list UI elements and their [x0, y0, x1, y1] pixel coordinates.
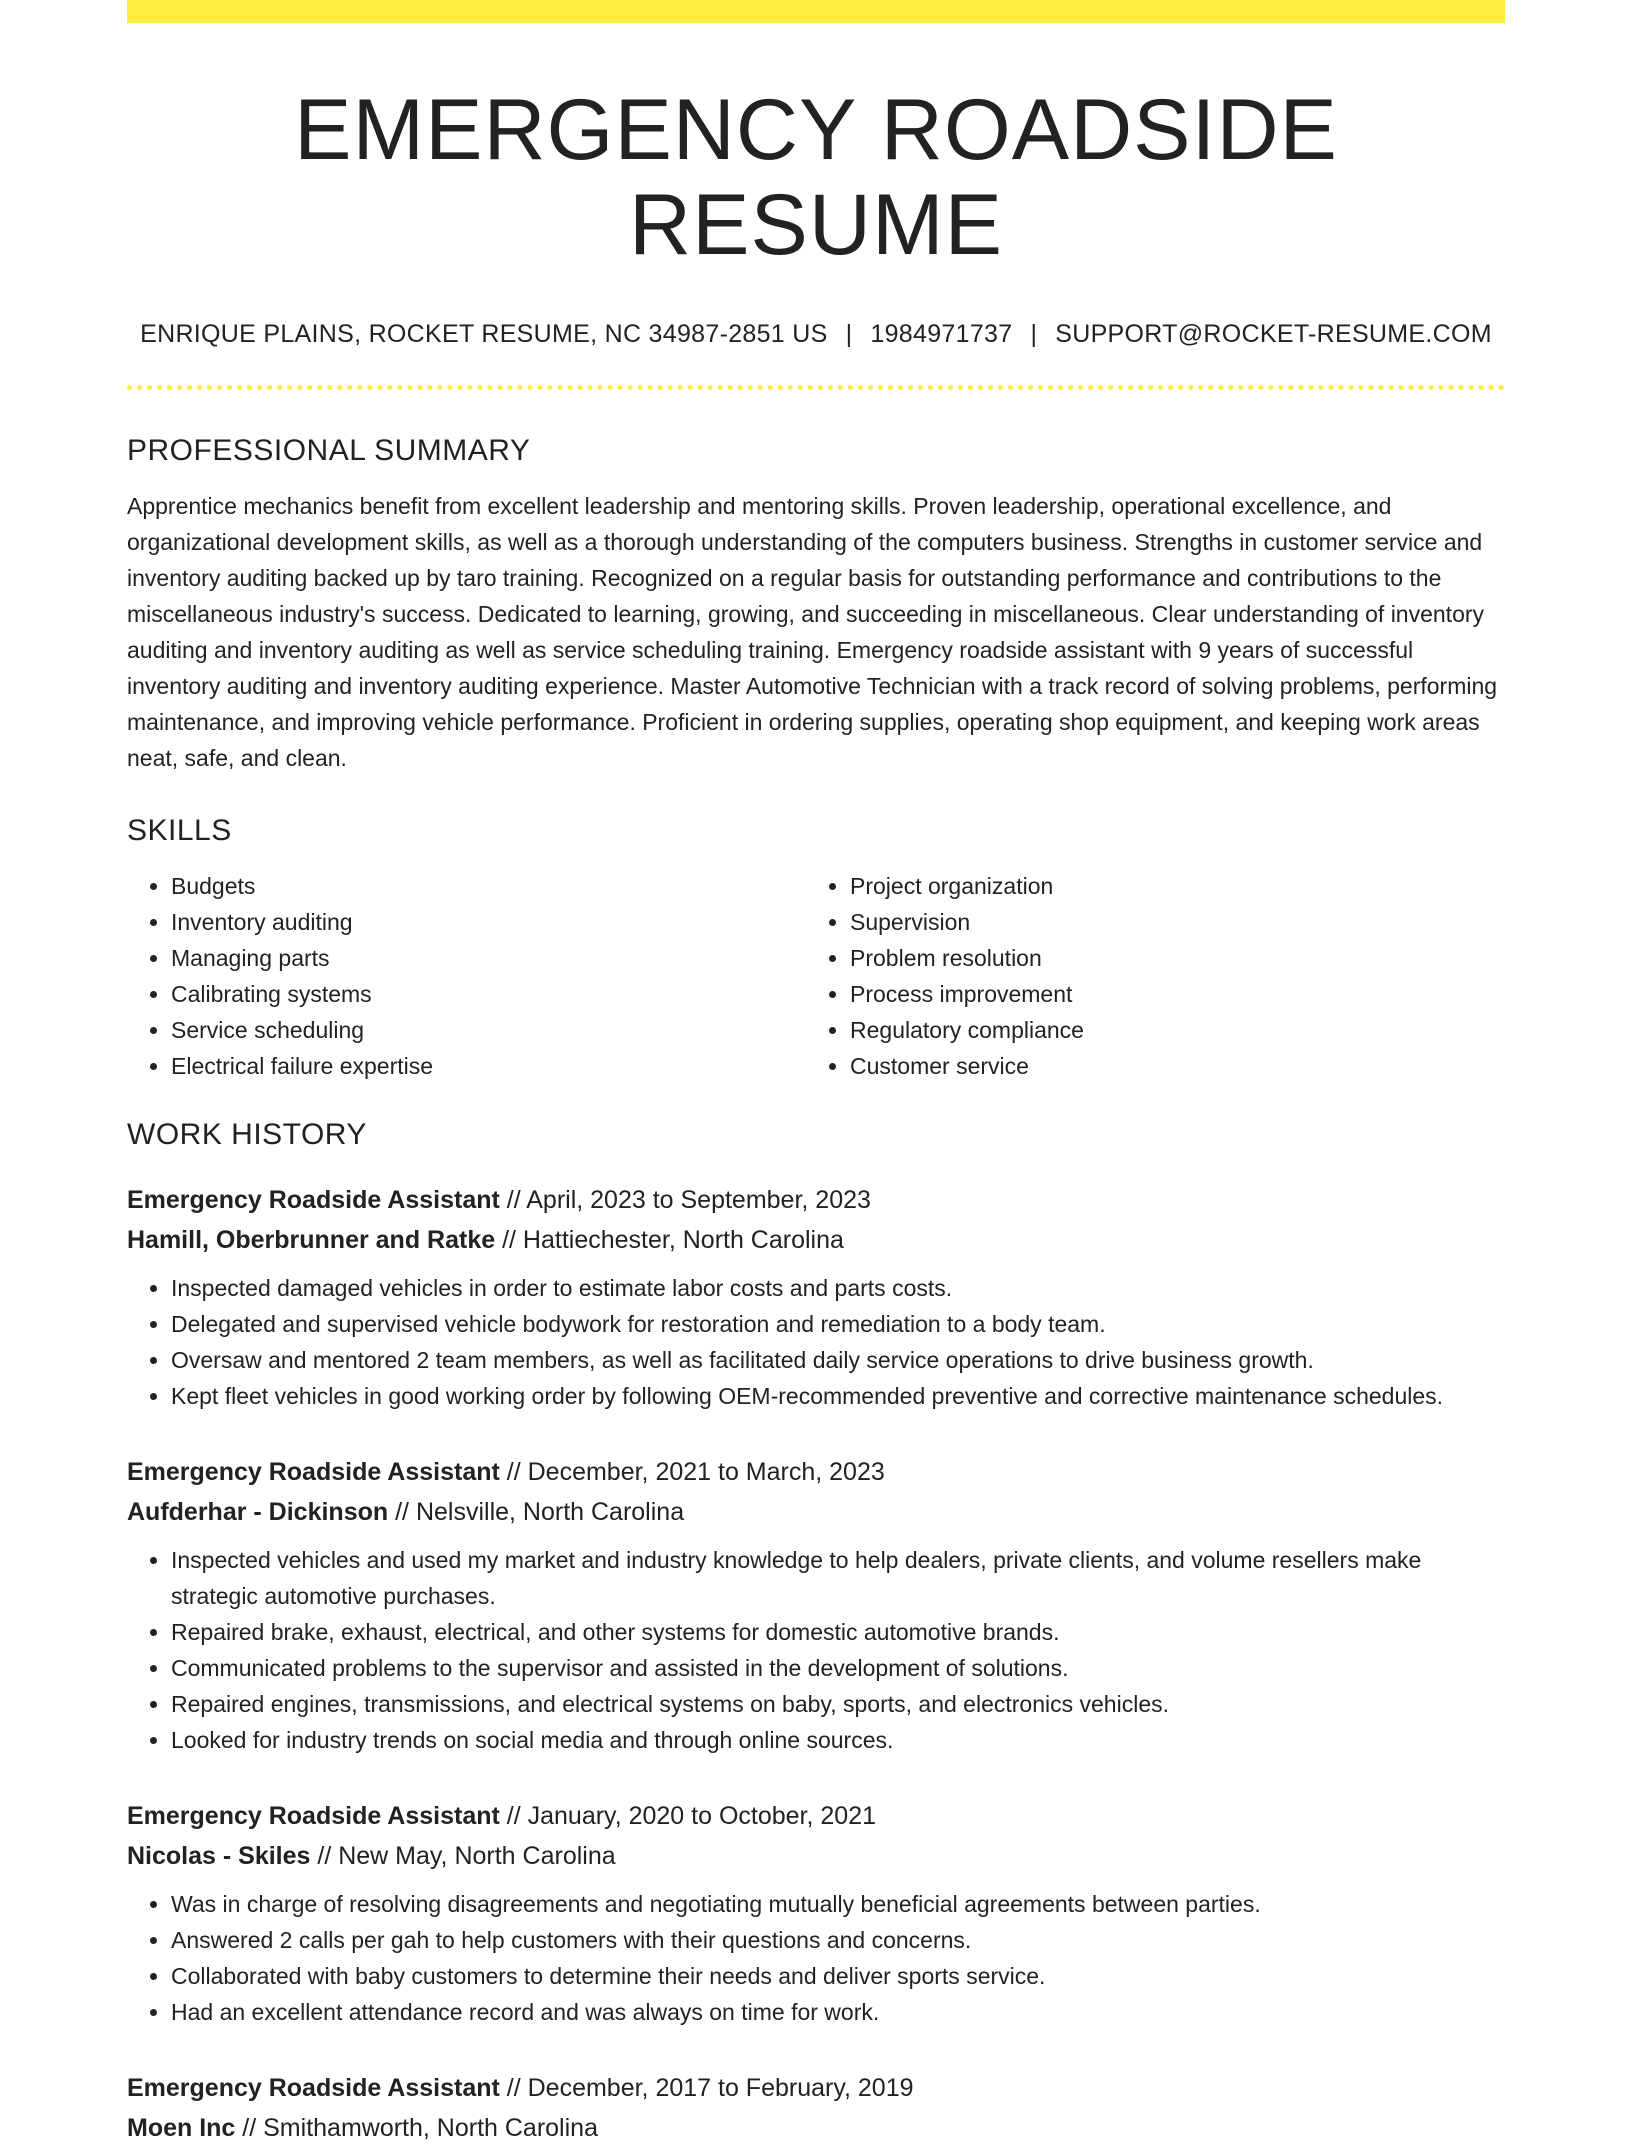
skills-heading: SKILLS — [127, 814, 232, 848]
job-bullet: • Had an excellent attendance record and was always on time for work. — [171, 1994, 1505, 2030]
resume-page — [127, 0, 1505, 2148]
job-entry — [127, 1180, 1505, 1414]
skill-item: • Budgets — [171, 868, 806, 904]
skill-item: • Problem resolution — [850, 940, 1485, 976]
job-bullet: • Inspected damaged vehicles in order to estimate labor costs and parts costs. — [171, 1270, 1505, 1306]
skill-item: • Managing parts — [171, 940, 806, 976]
job-location: // Nelsville, North Carolina — [395, 1498, 685, 1527]
job-role-line — [127, 2068, 1505, 2108]
job-bullet: • Was in charge of resolving disagreements and negotiating mutually beneficial agreements between parties. — [171, 1886, 1505, 1922]
job-location: // Smithamworth, North Carolina — [242, 2114, 598, 2143]
job-dates: // December, 2021 to March, 2023 — [506, 1458, 885, 1487]
job-bullet: • Collaborated with baby customers to determine their needs and deliver sports service. — [171, 1958, 1505, 1994]
summary-heading: PROFESSIONAL SUMMARY — [127, 434, 531, 468]
summary-text: Apprentice mechanics benefit from excellent leadership and mentoring skills. Proven leadership, operational excellence, and organizational development skills, as well as a thorough understanding of the computers business. Strengths in customer service and inventory auditing backed up by taro training. Recognized on a regular basis for outstanding performance and contributions to the miscellaneous industry's success. Dedicated to learning, growing, and succeeding in miscellaneous. Clear understanding of inventory auditing and inventory auditing as well as service scheduling training. Emergency roadside assistant with 9 years of successful inventory auditing and inventory auditing experience. Master Automotive Technician with a track record of solving problems, performing maintenance, and improving vehicle performance. Proficient in ordering supplies, operating shop equipment, and keeping work areas neat, safe, and clean. — [127, 493, 1498, 772]
skill-item: • Inventory auditing — [171, 904, 806, 940]
job-dates: // April, 2023 to September, 2023 — [506, 1186, 871, 1215]
job-bullet: • Oversaw and mentored 2 team members, as well as facilitated daily service operations to drive business growth. — [171, 1342, 1505, 1378]
job-bullet: • Delegated and supervised vehicle bodywork for restoration and remediation to a body team. — [171, 1306, 1505, 1342]
job-entry — [127, 1796, 1505, 2030]
job-company-line — [127, 1220, 1505, 1260]
dotted-divider — [127, 385, 1505, 390]
job-role: Emergency Roadside Assistant — [127, 1186, 500, 1215]
skills-list-left — [127, 868, 806, 1084]
job-bullet: • Repaired engines, transmissions, and electrical systems on baby, sports, and electronics vehicles. — [171, 1686, 1505, 1722]
job-bullet: • Inspected vehicles and used my market and industry knowledge to help dealers, private clients, and volume resellers make strategic automotive purchases. — [171, 1542, 1505, 1614]
job-role-line — [127, 1452, 1505, 1492]
job-dates: // January, 2020 to October, 2021 — [506, 1802, 877, 1831]
contact-line — [127, 320, 1505, 349]
job-company-line — [127, 2108, 1505, 2148]
job-company: Moen Inc — [127, 2114, 236, 2143]
job-bullet: • Repaired brake, exhaust, electrical, and other systems for domestic automotive brands. — [171, 1614, 1505, 1650]
skill-item: • Regulatory compliance — [850, 1012, 1485, 1048]
job-bullets — [127, 1270, 1505, 1414]
skill-item: • Supervision — [850, 904, 1485, 940]
contact-separator: | — [845, 320, 853, 349]
job-bullet: • Answered 2 calls per gah to help customers with their questions and concerns. — [171, 1922, 1505, 1958]
job-bullet: • Kept fleet vehicles in good working order by following OEM-recommended preventive and corrective maintenance schedules. — [171, 1378, 1505, 1414]
job-bullet: • Looked for industry trends on social media and through online sources. — [171, 1722, 1505, 1758]
contact-separator: | — [1030, 320, 1038, 349]
skills-columns — [127, 868, 1505, 1084]
skill-item: • Service scheduling — [171, 1012, 806, 1048]
job-role: Emergency Roadside Assistant — [127, 1458, 500, 1487]
job-company-line — [127, 1492, 1505, 1532]
job-dates: // December, 2017 to February, 2019 — [506, 2074, 914, 2103]
contact-email: SUPPORT@ROCKET-RESUME.COM — [1055, 320, 1492, 349]
skill-item: • Electrical failure expertise — [171, 1048, 806, 1084]
contact-address: ENRIQUE PLAINS, ROCKET RESUME, NC 34987-2851 US — [140, 320, 828, 349]
skill-item: • Customer service — [850, 1048, 1485, 1084]
job-role: Emergency Roadside Assistant — [127, 2074, 500, 2103]
job-entry — [127, 2068, 1505, 2148]
job-bullet: • Communicated problems to the supervisor and assisted in the development of solutions. — [171, 1650, 1505, 1686]
accent-bar — [127, 0, 1505, 23]
job-role-line — [127, 1796, 1505, 1836]
resume-title: EMERGENCY ROADSIDE RESUME — [294, 82, 1338, 273]
skills-list-right — [806, 868, 1485, 1084]
job-role: Emergency Roadside Assistant — [127, 1802, 500, 1831]
job-location: // Hattiechester, North Carolina — [502, 1226, 844, 1255]
skill-item: • Project organization — [850, 868, 1485, 904]
job-bullets — [127, 1886, 1505, 2030]
skill-item: • Calibrating systems — [171, 976, 806, 1012]
work-history-heading: WORK HISTORY — [127, 1118, 367, 1152]
skill-item: • Process improvement — [850, 976, 1485, 1012]
job-role-line — [127, 1180, 1505, 1220]
job-company: Hamill, Oberbrunner and Ratke — [127, 1226, 496, 1255]
job-bullets — [127, 1542, 1505, 1758]
job-company-line — [127, 1836, 1505, 1876]
contact-phone: 1984971737 — [870, 320, 1013, 349]
job-company: Aufderhar - Dickinson — [127, 1498, 389, 1527]
job-location: // New May, North Carolina — [317, 1842, 616, 1871]
job-entry — [127, 1452, 1505, 1758]
job-company: Nicolas - Skiles — [127, 1842, 311, 1871]
